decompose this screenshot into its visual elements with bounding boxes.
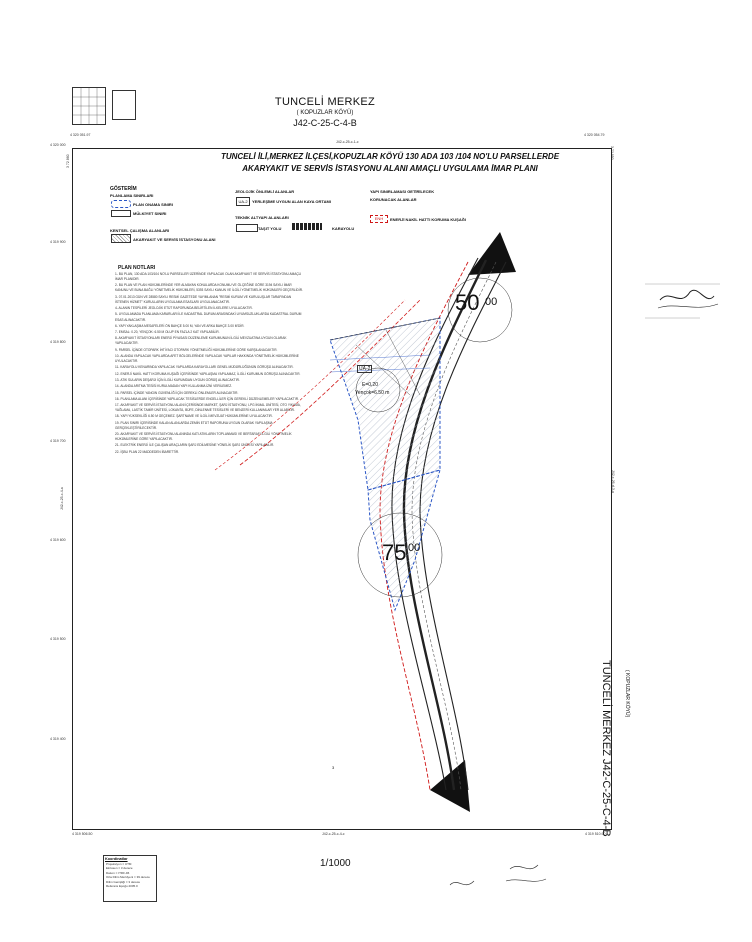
coord-top-left: 4 320 051.97 (70, 133, 91, 137)
legend-uoa-swatch: UA-2 (236, 197, 250, 206)
coordinate-info-line: Orta Dilim Meridyeni = 39 derece (106, 875, 150, 880)
plan-note-item: 10- ALANDA YAPILACAK YAPILARDA AFET BÖLGELERİNDE YAPILACAK YAPILAR HAKKINDA YÖNETMELİK HÜKÜMLERİNE UYULACAKTIR. (115, 354, 299, 364)
coordinate-info-line: Ekzosen = 3 derece (106, 866, 133, 871)
coord-left-tick: 4 319 900 (50, 240, 66, 244)
legend-mulkiyet: MÜLKİYET SINIRI (133, 211, 167, 216)
coord-bottom-left: 4 319 506.50 (72, 832, 93, 836)
plan-title-line1: TUNCELİ İLİ,MERKEZ İLÇESİ,KOPUZLAR KÖYÜ 130 ADA 103 /104 NO'LU PARSELLERDE (220, 152, 560, 161)
bottom-signatures (440, 855, 560, 900)
plan-note-item: 1- BU PLAN, 130 ADA 103/104 NO'LU PARSELLER ÜZERİNDE YAPILACAK OLAN AKARYAKIT VE SERVİS İSTASYONU AMAÇLI İMAR PLANIDIR. (115, 272, 302, 282)
plan-note-item: 15- PARSEL İÇİNDE YANGIN GÜVENLİĞİ İÇİN GEREKLİ ÖNLEMLER ALINACAKTIR. (115, 390, 239, 395)
side-title: TUNCELİ MERKEZ J42-C-25-C-4-B (600, 660, 612, 837)
plan-note-item: 16- PLANLAMA ALANI İÇERİSİNDE YAPILACAK TESİSLERDE ENGELLİLER İÇİN GEREKLİ DÜZENLEMELER YAPILACAKTIR. (115, 396, 299, 401)
legend-enerji-swatch: ENH (370, 215, 388, 223)
map-grid-value-bottom: 75 (382, 540, 407, 565)
coord-left-tick: 4 319 400 (50, 737, 66, 741)
legend-yerlesim: YERLEŞİME UYGUN ALAN KAYA ORTAMI (252, 199, 331, 204)
plan-note-item: 13- ATIK SULARIN DEŞARJI İÇİN İLGİLİ KURUMDAN UYGUN GÖRÜŞ ALINACAKTIR. (115, 377, 240, 382)
plan-note-item: 6- YAPI YAKLAŞMA MESAFELERİ ÖN BAHÇE 5.00 M, YAN VE ARKA BAHÇE 3.00 M'DİR. (115, 323, 245, 328)
coord-left-tick: 4 319 600 (50, 538, 66, 542)
header-subtitle: ( KOPUZLAR KÖYÜ) (296, 110, 354, 116)
coord-left-tick: 4 319 500 (50, 637, 66, 641)
map-grid-value-bottom-b: 00 (408, 542, 421, 554)
approval-stamp (640, 278, 730, 323)
sheet-code-top: J42-c-25-c-1-c (336, 140, 359, 144)
plan-note-item: 12- ENERJİ NAKİL HATTI KORUMA KUŞAĞI İÇERİSİNDE YAPILAŞMA YAPILAMAZ, İLGİLİ KURUMUN GÖRÜŞÜ ALINACAKTIR. (115, 371, 301, 376)
legend-tasit: TAŞIT YOLU (258, 226, 282, 231)
coordinate-info-line: Datum = ITRF-96 (106, 870, 130, 875)
legend-planlama-sinirlari: PLANLAMA SINIRLARI (110, 193, 154, 198)
header-code: J42-C-25-C-4-B (293, 118, 357, 128)
plan-note-item: 19- PLAN SINIRI İÇERİSİNDE KALAN ALANLARDA ZEMİN ETÜT RAPORUNA UYGUN OLARAK YAPILAŞMA GERÇEKLEŞTİRİLECEKTİR. (115, 420, 273, 430)
legend-teknik: TEKNİK ALTYAPI ALANLARI (235, 215, 289, 220)
coord-side-right: 3 72 950 (610, 146, 614, 160)
sheet-code-right: J42-c-26-d-3-a (611, 470, 615, 493)
plan-note-item: 2- BU PLAN VE PLAN HÜKÜMLERİNDE YER ALMAYAN KONULARDA KONUMU VE ÖLÇEĞİNE GÖRE 3194 SAYILI İMAR KANUNU VE BUNA BAĞLI YÖNETMELİK HÜKÜMLERİ, 5393 SAYILI KANUN VE İLGİLİ YÖNETMELİK HÜKÜMLERİ GEÇERLİDİR. (115, 283, 303, 293)
plan-note-item: 4- ALANIN TESPİLERİ JEOLOJİK ETÜT RAPORUNDA BELİRTİLEN İLKELERE UYULACAKTIR. (115, 306, 253, 311)
road-arrow-top (468, 232, 516, 275)
legend-enerji: ENERJİ NAKİL HATTI KORUMA KUŞAĞI (390, 217, 466, 222)
sheet-code-bottom: J42-c-25-c-4-c (322, 832, 345, 836)
legend-plan-onama: PLAN ONAMA SINIRI (133, 202, 173, 207)
plan-note-item: 18- YAPI YÜKSEKLİĞİ 6.50 M GEÇEMEZ. ŞARTNAME VE İLGİLİ MEVZUAT HÜKÜMLERİNE UYULACAKTIR. (115, 414, 273, 419)
plan-scale: 1/1000 (320, 858, 351, 869)
plan-note-item: 21- ELEKTRİK ENERJİ İLE ÇALIŞAN ARAÇLARIN ŞARJ EDİLMESİNE YÖNELİK ŞARJ ÜNİTESİ YAPILABİLİR. (115, 443, 275, 448)
coord-bottom-right: 4 319 510.90 (585, 832, 606, 836)
legend-kentsel: KENTSEL ÇALIŞMA ALANLARI (110, 228, 170, 233)
legend-korunacak: KORUNACAK ALANLAR (370, 197, 417, 202)
plan-note-item: 11- KARAYOLU KENARINDA YAPILACAK YAPILARDA KARAYOLLARI GENEL MÜDÜRLÜĞÜNÜN GÖRÜŞÜ ALINACAKTIR. (115, 365, 294, 370)
map-area-code: UA-2 (359, 366, 371, 372)
legend-yapi-sinir: YAPI SINIRLAMASI GETİRİLECEK (370, 189, 435, 194)
plan-note-item: 3- 07.01.2013 GÜN VE 28580 SAYILI RESMİ GAZETEDE YAYIMLANAN "RESMİ KURUM VE KURULUŞLAR TARAFINDAN İSTENEN HİZMET" KURULLARIN UYGULAMA ESASLARI UYGULANACAKTIR. (115, 294, 292, 304)
plan-note-item: 17- AKARYAKIT VE SERVİS İSTASYONU ALANI İÇERİSİNDE MARKET, ŞARJ İSTASYONU, LPG İKMAL ÜNİTESİ, OTO YIKAMA, YAĞLAMA, LASTİK TAMİR ÜNİTESİ, LOKANTA, BÜFE, DİNLENME TESİSLERİ VE BENZERİ KULLANIMLAR YER ALABİLİR. (115, 403, 301, 413)
header-title: TUNCELİ MERKEZ (274, 96, 376, 108)
page-number: 3 (332, 765, 335, 770)
coordinate-info-title: Koordinatlar (105, 857, 128, 861)
coordinate-info-box (103, 855, 157, 902)
coord-top-right: 4 320 054.79 (584, 133, 605, 137)
plan-notes-title: PLAN NOTLARI (118, 265, 156, 271)
map-emsal: E=0,20 (362, 382, 378, 388)
coord-left-tick: 4 319 800 (50, 340, 66, 344)
legend-karayolu: KARAYOLU (332, 226, 355, 231)
map-grid-value-top-b: 00 (485, 296, 498, 308)
side-subtitle: ( KOPUZLAR KÖYÜ) (624, 670, 630, 718)
coordinate-info-line: Projeksiyon = UTM (106, 862, 132, 866)
legend-jeolojik: JEOLOJİK ÖNLEMLİ ALANLAR (235, 189, 295, 194)
coord-side-left: 3 72 860 (66, 154, 70, 168)
plan-note-item: 8- AKARYAKIT İSTASYONLARI ENERJİ PİYASASI DÜZENLEME KURUMUNUN İLGİLİ MEVZUATINA UYGUN OLARAK YAPILACAKTIR. (115, 336, 287, 346)
map-grid-value-top: 50 (455, 290, 480, 315)
plan-title-line2: AKARYAKIT VE SERVİS İSTASYONU ALANI AMAÇLI UYGULAMA İMAR PLANI (242, 164, 538, 173)
plan-note-item: 22- İŞBU PLAN 22 MADDEDEN İBARETTİR. (115, 449, 180, 454)
plan-note-item: 14- ALANDA ARITMA TESİSİ KURULMADAN YAPI KULLANMA İZNİ VERİLEMEZ. (115, 384, 233, 389)
coordinate-info-line: Dilim Genişliği = 3 derece (106, 879, 141, 884)
plan-note-item: 7- EMSAL: 0.20, YENÇOK: 6.50 M OLUP EN FAZLA 2 KAT YAPILABİLİR. (115, 330, 220, 335)
sheet-code-left: J42-c-25-c-4-a (60, 487, 64, 510)
legend-akaryakit: AKARYAKIT VE SERVİS İSTASYONU ALANI (133, 237, 216, 242)
coord-left-tick: 4 320 000 (50, 143, 66, 147)
plan-note-item: 20- AKARYAKIT VE SERVİS İSTASYONU ALANINDA KATI ATIKLARIN TOPLANMASI VE BERTARAFI İLGİLİ YÖNETMELİK HÜKÜMLERİNE GÖRE YAPILACAKTIR. (115, 432, 292, 442)
map-yencok: Yençok=6.50 m (355, 390, 390, 396)
coordinate-info-line: Referans Epoğu 2005.0 (106, 884, 138, 889)
legend-gosterim: GÖSTERİM (110, 186, 137, 192)
plan-note-item: 5- UYGULAMADA PLANLAMA KARARLARI İLE KADASTRAL DURUM ARASINDAKİ UYUMSUZLUKLARDA KADASTRAL DURUM ESAS ALINACAKTIR. (115, 312, 302, 322)
plan-note-item: 9- PARSEL İÇİNDE OTOPARK İHTİYACI OTOPARK YÖNETMELİĞİ HÜKÜMLERİNE GÖRE KARŞILANACAKTIR. (115, 347, 278, 352)
coord-left-tick: 4 319 700 (50, 439, 66, 443)
